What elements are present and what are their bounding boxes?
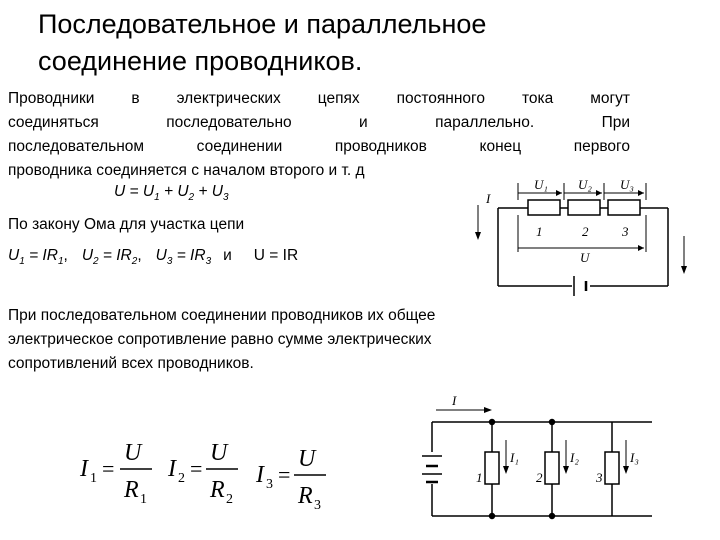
- parallel-circuit-diagram: [422, 407, 652, 519]
- intro-line-2: соединяться последовательно и параллельно. При: [8, 114, 630, 131]
- svg-text:3: 3: [314, 498, 321, 513]
- series-resistor-2: [568, 200, 600, 215]
- svg-text:=: =: [278, 462, 291, 487]
- series-u2-label: U₂: [578, 177, 592, 192]
- svg-text:I: I: [80, 456, 88, 482]
- series-voltage-formula: $U = U_1 + U_2 + U_3$: [114, 183, 229, 204]
- current-formula-2: [167, 440, 238, 507]
- current-formulas: [79, 440, 326, 513]
- conclusion-line-3: сопротивлений всех проводников.: [8, 355, 254, 372]
- svg-text:1: 1: [140, 492, 147, 507]
- intro-line-3: последовательном соединении проводников конец первого: [8, 138, 630, 155]
- intro-line-1: Проводники в электрических цепях постоянного тока могут: [8, 90, 630, 107]
- svg-text:R: R: [210, 477, 225, 503]
- svg-text:U: U: [124, 440, 142, 466]
- svg-text:1: 1: [90, 471, 97, 486]
- intro-line-4: проводника соединяется с началом второго и т. д: [8, 162, 365, 179]
- svg-text:U: U: [298, 446, 316, 472]
- svg-text:R: R: [298, 483, 313, 509]
- parallel-resistor-1: [485, 452, 499, 484]
- parallel-current-label: I: [452, 393, 457, 408]
- ohm-law-intro: По закону Ома для участка цепи: [8, 216, 245, 233]
- svg-text:=: =: [190, 456, 203, 481]
- svg-text:U: U: [210, 440, 228, 466]
- parallel-i2-label: I₂: [570, 450, 579, 465]
- parallel-r1-label: 1: [476, 470, 483, 485]
- parallel-r3-label: 3: [596, 470, 603, 485]
- series-resistor-3: [608, 200, 640, 215]
- series-current-label: I: [486, 191, 491, 206]
- series-r1-label: 1: [536, 224, 543, 239]
- svg-text:I: I: [168, 456, 176, 482]
- conclusion-line-1: При последовательном соединении проводников их общее: [8, 307, 436, 324]
- current-formula-1: [79, 440, 152, 507]
- svg-text:I: I: [256, 462, 264, 488]
- svg-text:=: =: [102, 456, 115, 481]
- title-line-2: соединение проводников.: [38, 46, 363, 76]
- parallel-i3-label: I₃: [630, 450, 639, 465]
- svg-text:3: 3: [266, 477, 273, 492]
- series-resistor-1: [528, 200, 560, 215]
- title-line-1: Последовательное и параллельное: [38, 9, 487, 39]
- current-formula-3: [255, 446, 326, 513]
- series-r3-label: 3: [622, 224, 629, 239]
- svg-text:2: 2: [178, 471, 185, 486]
- svg-text:2: 2: [226, 492, 233, 507]
- series-u1-label: U₁: [534, 177, 548, 192]
- series-circuit-diagram: [475, 183, 687, 296]
- series-u3-label: U₃: [620, 177, 634, 192]
- parallel-i1-label: I₁: [510, 450, 519, 465]
- series-r2-label: 2: [582, 224, 589, 239]
- parallel-resistor-2: [545, 452, 559, 484]
- conclusion-line-2: электрическое сопротивление равно сумме электрических: [8, 331, 432, 348]
- svg-text:R: R: [124, 477, 139, 503]
- series-u-label: U: [580, 250, 590, 265]
- parallel-resistor-3: [605, 452, 619, 484]
- ohm-law-equations: $U_1 = IR_1$, $U_2 = IR_2$, $U_3 = IR_3$ и U = IR: [8, 247, 299, 268]
- parallel-r2-label: 2: [536, 470, 543, 485]
